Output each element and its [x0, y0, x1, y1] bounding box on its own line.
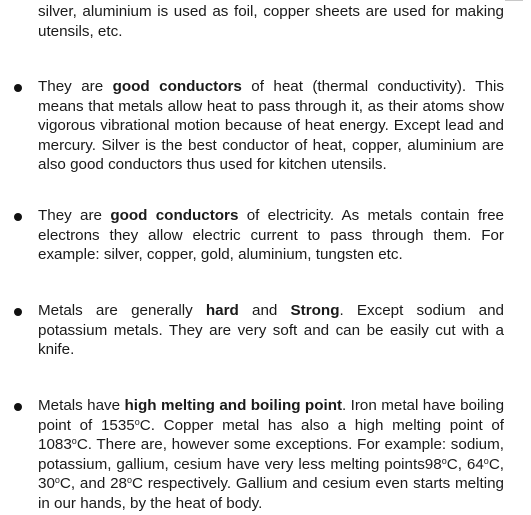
- bold-term: Strong: [290, 302, 340, 319]
- text-run: Metals are generally: [38, 302, 206, 319]
- text-run: Metals have: [38, 397, 125, 414]
- text-run: C, and 28: [59, 475, 127, 493]
- bullet-melting-point: [38, 396, 504, 514]
- intro-text: silver, aluminium is used as foil, copper sheets are used for making utensils, etc.: [38, 3, 504, 40]
- text-run: C. There are, however some exceptions. For example: sodium, potassium, gallium, cesium have very less melting points98: [38, 436, 504, 473]
- bullet-dot-melting: [14, 403, 22, 411]
- text-run: . Iron metal have boiling point of 1535: [38, 397, 505, 434]
- text-run: C. Copper metal has also a high melting point of 1083: [38, 416, 504, 454]
- degree-mark: o: [483, 455, 489, 466]
- degree-mark: o: [134, 416, 140, 427]
- degree-mark: o: [127, 475, 133, 486]
- bullet-dot-hardness: [14, 308, 22, 316]
- bold-term: good conductors: [112, 78, 242, 95]
- text-run: They are: [38, 207, 111, 224]
- bullet-dot-heat: [14, 84, 22, 92]
- bullet-electric-conductivity: [38, 206, 504, 265]
- bold-term: high melting and boiling point: [124, 397, 343, 414]
- degree-mark: o: [441, 455, 447, 466]
- text-run: C respectively. Gallium and cesium even starts melting in our hands, by the heat of body.: [38, 475, 504, 512]
- bullet-heat-conductivity: [38, 77, 504, 175]
- degree-mark: o: [71, 436, 77, 447]
- text-run: of electricity. As metals contain free electrons they allow electric current to pass through them. For example: silver, copper, gold, aluminium, tungsten etc.: [38, 207, 504, 264]
- text-run: of heat (thermal conductivity). This means that metals allow heat to pass through it, as their atoms show vigorous vibrational motion because of heat energy. Except lead and mercury. Silver is the best conductor of heat, copper, aluminium are also good conductors thus used for kitchen utensils.: [38, 78, 504, 174]
- text-run: and: [238, 302, 291, 319]
- degree-mark: o: [54, 475, 60, 486]
- bold-term: hard: [205, 302, 239, 319]
- text-run: C, 64: [446, 455, 484, 473]
- page-edge-rule: [505, 0, 523, 1]
- bullet-hardness: [38, 301, 504, 360]
- text-run: C, 30: [38, 455, 504, 493]
- intro-paragraph: [38, 2, 504, 41]
- text-run: They are: [38, 78, 113, 95]
- text-run: . Except sodium and potassium metals. They are very soft and can be easily cut with a knife.: [38, 302, 505, 359]
- bullet-dot-electricity: [14, 213, 22, 221]
- bold-term: good conductors: [110, 207, 239, 224]
